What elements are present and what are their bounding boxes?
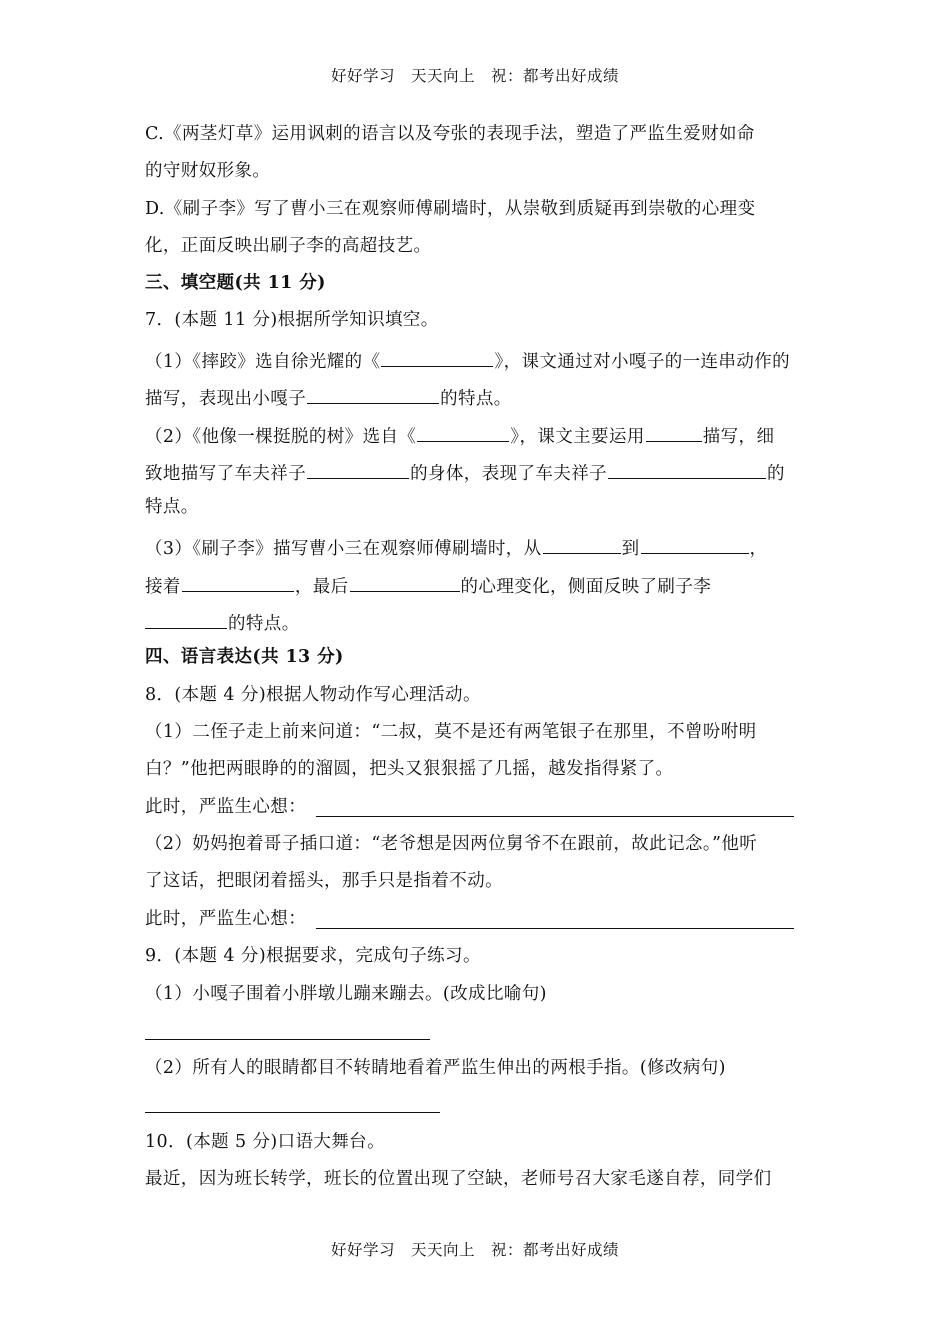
section-4-heading: 四、语言表达(共 13 分): [145, 647, 344, 667]
q7-2-text-f: 的: [767, 464, 785, 484]
question-8-1-line1: （1）二侄子走上前来问道：“二叔，莫不是还有两笔银子在那里，不曾吩咐明: [145, 722, 757, 742]
answer-line[interactable]: [145, 1112, 440, 1113]
blank[interactable]: [646, 421, 702, 442]
question-9-1: （1）小嘎子围着小胖墩儿蹦来蹦去。(改成比喻句): [145, 984, 547, 1004]
option-c-line2: 的守财奴形象。: [145, 161, 271, 181]
question-7-3-line1: [145, 533, 767, 561]
question-7-1-line2: [145, 383, 512, 411]
q7-2-text-d: 致地描写了车夫祥子: [145, 464, 307, 484]
question-7-2-line1: [145, 421, 774, 449]
page-header: 好好学习 天天向上 祝：都考出好成绩: [330, 67, 619, 85]
blank[interactable]: [417, 421, 509, 442]
answer-line[interactable]: [316, 928, 794, 929]
question-7-3-line3: [145, 608, 300, 636]
question-9-title: 9．(本题 4 分)根据要求，完成句子练习。: [145, 946, 481, 966]
blank[interactable]: [307, 383, 439, 404]
question-10-text: 最近，因为班长转学，班长的位置出现了空缺，老师号召大家毛遂自荐，同学们: [145, 1169, 772, 1189]
q7-3-text-d: 接着: [145, 577, 181, 597]
q7-1-text-c: 描写，表现出小嘎子: [145, 389, 307, 409]
option-d-line2: 化，正面反映出刷子李的高超技艺。: [145, 236, 432, 256]
blank[interactable]: [543, 533, 621, 554]
q7-3-text-a: （3）《刷子李》描写曹小三在观察师傅刷墙时，从: [145, 539, 542, 559]
question-8-1-line2: 白？”他把两眼睁的的溜圆，把头又狠狠摇了几摇，越发指得紧了。: [145, 759, 674, 779]
option-c-line1: C.《两茎灯草》运用讽刺的语言以及夸张的表现手法，塑造了严监生爱财如命: [145, 124, 755, 144]
q7-1-text-b: 》，课文通过对小嘎子的一连串动作的: [494, 352, 791, 372]
q7-2-text-b: 》，课文主要运用: [510, 427, 645, 447]
option-d-line1: D.《刷子李》写了曹小三在观察师傅刷墙时，从崇敬到质疑再到崇敬的心理变: [145, 199, 756, 219]
question-8-2-answer-label: 此时，严监生心想：: [145, 909, 307, 929]
blank[interactable]: [381, 346, 493, 367]
q7-3-text-g: 的特点。: [228, 614, 300, 634]
answer-line[interactable]: [316, 816, 794, 817]
question-8-1-answer-label: 此时，严监生心想：: [145, 797, 307, 817]
q7-2-text-e: 的身体，表现了车夫祥子: [410, 464, 608, 484]
question-7-1-line1: [145, 346, 790, 374]
question-7-3-line2: [145, 571, 711, 599]
page-footer: 好好学习 天天向上 祝：都考出好成绩: [330, 1241, 619, 1259]
question-9-2: （2）所有人的眼睛都目不转睛地看着严监生伸出的两根手指。(修改病句): [145, 1058, 726, 1078]
q7-1-text-a: （1）《摔跤》选自徐光耀的《: [145, 352, 381, 372]
blank[interactable]: [145, 608, 227, 629]
question-7-2-line3: 特点。: [145, 497, 199, 517]
blank[interactable]: [182, 571, 294, 592]
q7-3-text-e: ，最后: [294, 577, 349, 597]
blank[interactable]: [350, 571, 460, 592]
blank[interactable]: [641, 533, 749, 554]
answer-line[interactable]: [145, 1039, 430, 1040]
q7-3-text-c: ，: [749, 539, 768, 559]
q7-2-text-a: （2）《他像一棵挺脱的树》选自《: [145, 427, 417, 447]
question-8-2-line1: （2）奶妈抱着哥子插口道：“老爷想是因两位舅爷不在跟前，故此记念。”他听: [145, 834, 758, 854]
question-8-title: 8．(本题 4 分)根据人物动作写心理活动。: [145, 685, 481, 705]
section-3-heading: 三、填空题(共 11 分): [145, 273, 326, 293]
question-7-title: 7．(本题 11 分)根据所学知识填空。: [145, 310, 439, 330]
q7-3-text-b: 到: [621, 539, 640, 559]
question-10-title: 10．(本题 5 分)口语大舞台。: [145, 1132, 385, 1152]
blank[interactable]: [608, 458, 766, 479]
q7-3-text-f: 的心理变化，侧面反映了刷子李: [460, 577, 712, 597]
question-8-2-line2: 了这话，把眼闭着摇头，那手只是指着不动。: [145, 871, 503, 891]
q7-1-text-d: 的特点。: [440, 389, 512, 409]
blank[interactable]: [307, 458, 409, 479]
question-7-2-line2: [145, 458, 785, 486]
q7-2-text-c: 描写，细: [702, 427, 775, 447]
